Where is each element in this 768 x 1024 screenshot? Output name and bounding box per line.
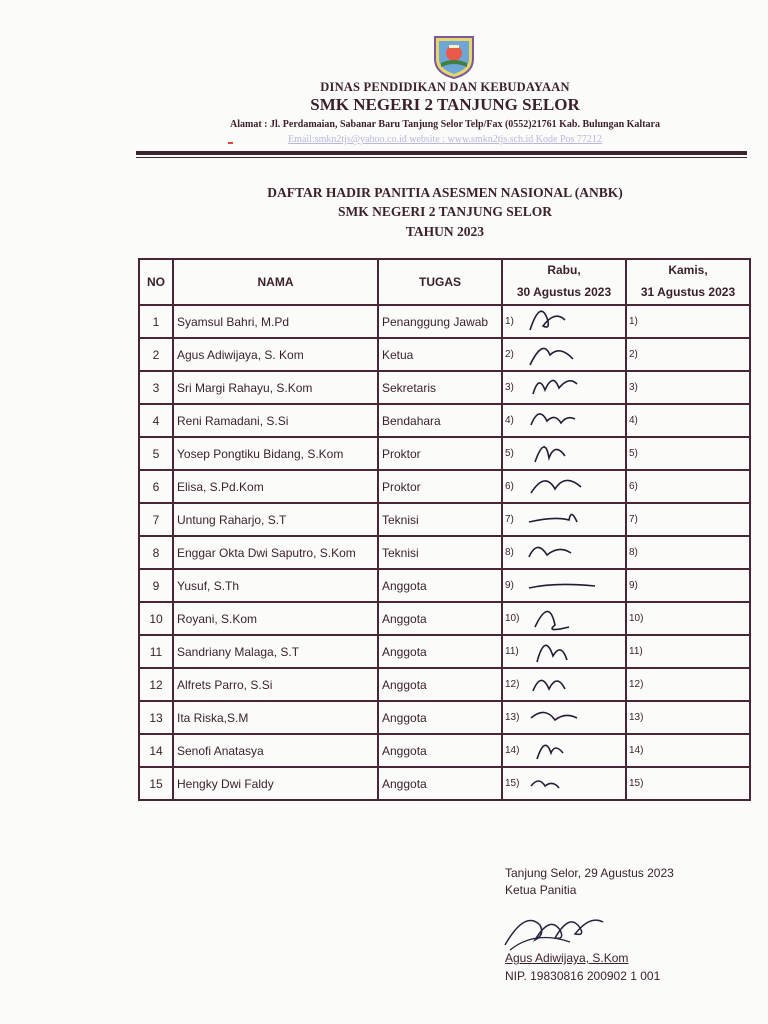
signatory-role: Ketua Panitia — [505, 883, 577, 897]
table-row — [139, 635, 750, 668]
table-row — [139, 371, 750, 404]
row-tugas: Anggota — [378, 734, 502, 767]
header-thick-rule — [136, 151, 747, 155]
agency-name: DINAS PENDIDIKAN DAN KEBUDAYAAN — [320, 80, 570, 94]
row-day1-number: 14) — [505, 745, 520, 756]
row-day2-signature-cell — [626, 305, 750, 338]
row-day2-number: 2) — [629, 349, 638, 360]
row-day2-number: 3) — [629, 382, 638, 393]
row-tugas: Anggota — [378, 569, 502, 602]
table-row — [139, 305, 750, 338]
table-row — [139, 404, 750, 437]
row-day1-number: 9) — [505, 580, 514, 591]
table-row — [139, 602, 750, 635]
handwritten-signature — [525, 762, 595, 802]
row-day2-signature-cell — [626, 338, 750, 371]
row-day2-signature-cell — [626, 470, 750, 503]
row-no: 14 — [139, 734, 173, 767]
header-thin-rule — [136, 157, 747, 158]
row-tugas: Teknisi — [378, 503, 502, 536]
table-row — [139, 734, 750, 767]
row-tugas: Anggota — [378, 635, 502, 668]
row-day2-signature-cell — [626, 668, 750, 701]
table-row — [139, 503, 750, 536]
signatory-name: Agus Adiwijaya, S.Kom — [505, 951, 629, 965]
row-nama: Yosep Pongtiku Bidang, S.Kom — [173, 437, 378, 470]
row-day1-number: 10) — [505, 613, 520, 624]
row-day1-number: 5) — [505, 448, 514, 459]
row-day2-signature-cell — [626, 437, 750, 470]
row-day2-number: 11) — [629, 646, 643, 657]
row-tugas: Bendahara — [378, 404, 502, 437]
row-tugas: Ketua — [378, 338, 502, 371]
document-subtitle-school: SMK NEGERI 2 TANJUNG SELOR — [337, 204, 553, 219]
row-tugas: Teknisi — [378, 536, 502, 569]
row-day2-number: 10) — [629, 613, 644, 624]
row-day2-number: 9) — [629, 580, 638, 591]
row-day1-number: 3) — [505, 382, 514, 393]
row-tugas: Proktor — [378, 470, 502, 503]
row-day1-number: 6) — [505, 481, 514, 492]
row-day2-number: 4) — [629, 415, 638, 426]
document-subtitle-year: TAHUN 2023 — [405, 224, 485, 239]
header-tugas: TUGAS — [378, 259, 502, 305]
attendance-table — [138, 258, 751, 801]
place-date: Tanjung Selor, 29 Agustus 2023 — [505, 866, 674, 880]
row-day1-number: 8) — [505, 547, 514, 558]
row-day2-number: 8) — [629, 547, 638, 558]
row-nama: Royani, S.Kom — [173, 602, 378, 635]
header-day2-weekday: Kamis, — [668, 263, 708, 277]
row-day2-signature-cell — [626, 734, 750, 767]
row-day2-number: 15) — [629, 778, 644, 789]
row-no: 9 — [139, 569, 173, 602]
row-nama: Hengky Dwi Faldy — [173, 767, 378, 800]
row-tugas: Proktor — [378, 437, 502, 470]
row-day2-number: 5) — [629, 448, 638, 459]
row-no: 15 — [139, 767, 173, 800]
row-nama: Sri Margi Rahayu, S.Kom — [173, 371, 378, 404]
row-day2-number: 14) — [629, 745, 644, 756]
school-address: Alamat : Jl. Perdamaian, Sabanar Baru Tanjung Selor Telp/Fax (0552)21761 Kab. Bulungan Kaltara — [230, 119, 660, 130]
row-nama: Yusuf, S.Th — [173, 569, 378, 602]
row-no: 3 — [139, 371, 173, 404]
row-tugas: Penanggung Jawab — [378, 305, 502, 338]
row-no: 6 — [139, 470, 173, 503]
header-nama: NAMA — [173, 259, 378, 305]
table-row — [139, 668, 750, 701]
row-day2-signature-cell — [626, 371, 750, 404]
header-day2 — [626, 259, 750, 305]
table-row — [139, 701, 750, 734]
row-no: 7 — [139, 503, 173, 536]
row-day2-signature-cell — [626, 602, 750, 635]
row-no: 10 — [139, 602, 173, 635]
header-day1-weekday: Rabu, — [547, 263, 581, 277]
row-nama: Syamsul Bahri, M.Pd — [173, 305, 378, 338]
row-nama: Untung Raharjo, S.T — [173, 503, 378, 536]
row-tugas: Sekretaris — [378, 371, 502, 404]
row-no: 2 — [139, 338, 173, 371]
row-day1-number: 4) — [505, 415, 514, 426]
header-day1 — [502, 259, 626, 305]
row-day2-number: 12) — [629, 679, 644, 690]
table-row — [139, 767, 750, 800]
document-title: DAFTAR HADIR PANITIA ASESMEN NASIONAL (ANBK) — [267, 185, 623, 200]
row-day2-number: 7) — [629, 514, 638, 525]
row-day2-signature-cell — [626, 569, 750, 602]
row-nama: Agus Adiwijaya, S. Kom — [173, 338, 378, 371]
row-nama: Elisa, S.Pd.Kom — [173, 470, 378, 503]
row-day1-number: 15) — [505, 778, 520, 789]
header-day1-date: 30 Agustus 2023 — [516, 285, 612, 299]
row-no: 1 — [139, 305, 173, 338]
row-day2-number: 13) — [629, 712, 644, 723]
row-tugas: Anggota — [378, 767, 502, 800]
table-row — [139, 536, 750, 569]
row-day2-signature-cell — [626, 503, 750, 536]
row-day1-number: 7) — [505, 514, 514, 525]
table-row — [139, 437, 750, 470]
stray-mark — [228, 142, 233, 144]
row-day2-signature-cell — [626, 536, 750, 569]
row-nama: Ita Riska,S.M — [173, 701, 378, 734]
row-day2-signature-cell — [626, 404, 750, 437]
row-day1-number: 2) — [505, 349, 514, 360]
row-tugas: Anggota — [378, 668, 502, 701]
row-day1-number: 12) — [505, 679, 520, 690]
row-day1-number: 1) — [505, 316, 514, 327]
regional-emblem-icon — [429, 33, 479, 79]
row-no: 12 — [139, 668, 173, 701]
row-no: 4 — [139, 404, 173, 437]
row-nama: Enggar Okta Dwi Saputro, S.Kom — [173, 536, 378, 569]
signatory-nip: NIP. 19830816 200902 1 001 — [505, 969, 661, 983]
table-row — [139, 338, 750, 371]
row-day2-signature-cell — [626, 767, 750, 800]
row-no: 13 — [139, 701, 173, 734]
table-header-row — [139, 259, 750, 305]
row-day2-number: 1) — [629, 316, 638, 327]
row-day2-signature-cell — [626, 701, 750, 734]
row-no: 11 — [139, 635, 173, 668]
row-day1-number: 13) — [505, 712, 520, 723]
row-nama: Sandriany Malaga, S.T — [173, 635, 378, 668]
row-tugas: Anggota — [378, 602, 502, 635]
row-tugas: Anggota — [378, 701, 502, 734]
school-name: SMK NEGERI 2 TANJUNG SELOR — [310, 95, 580, 114]
row-no: 8 — [139, 536, 173, 569]
header-day2-date: 31 Agustus 2023 — [640, 285, 736, 299]
contact-email-website[interactable]: Email:smkn2tjs@yahoo.co.id website : www.smkn2tjs.sch.id Kode Pos 77212 — [288, 134, 602, 145]
table-row — [139, 470, 750, 503]
row-day2-signature-cell — [626, 635, 750, 668]
row-day1-signature-cell — [502, 767, 626, 800]
row-nama: Alfrets Parro, S.Si — [173, 668, 378, 701]
row-nama: Senofi Anatasya — [173, 734, 378, 767]
row-day2-number: 6) — [629, 481, 638, 492]
row-day1-number: 11) — [505, 646, 519, 657]
header-no: NO — [139, 259, 173, 305]
row-no: 5 — [139, 437, 173, 470]
table-row — [139, 569, 750, 602]
row-nama: Reni Ramadani, S.Si — [173, 404, 378, 437]
